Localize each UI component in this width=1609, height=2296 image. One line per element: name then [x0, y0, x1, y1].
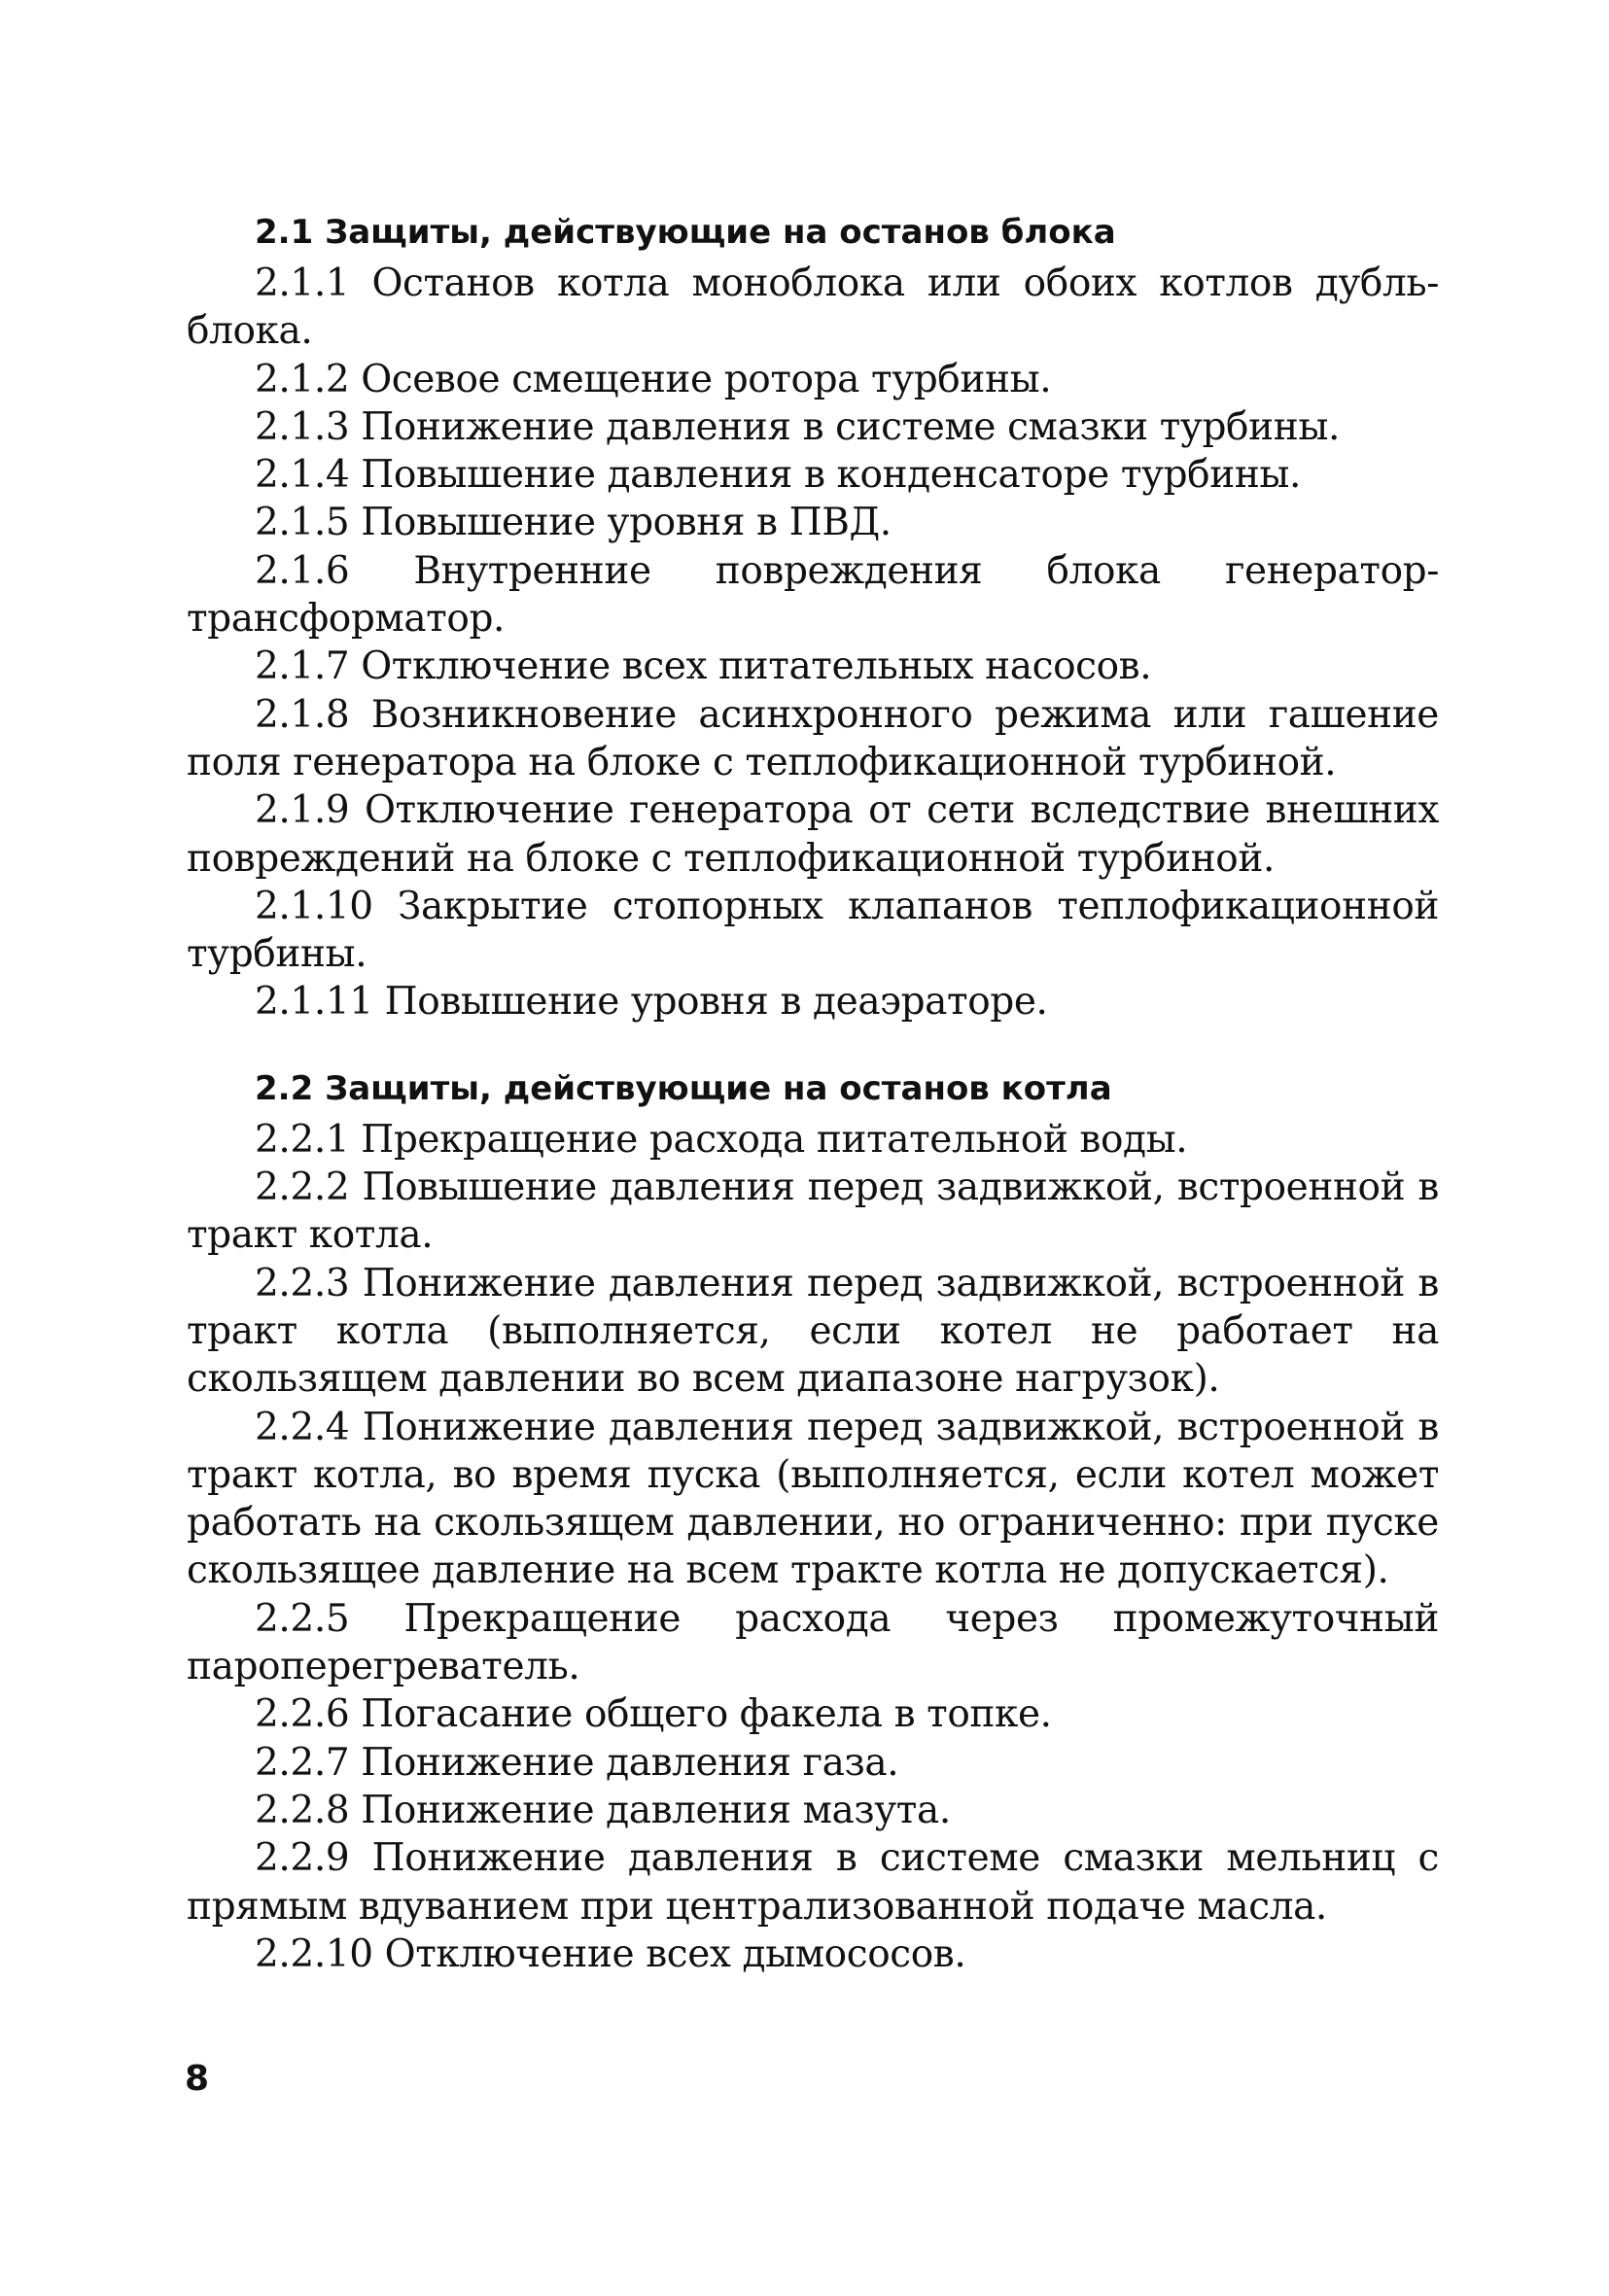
list-item-2-1-3: 2.1.3 Понижение давления в системе смазки турбины.: [255, 404, 1340, 449]
list-item-2-1-6: 2.1.6 Внутренние повреждения блока генератор-трансформатор.: [187, 548, 1439, 642]
section-2-1-items: [187, 260, 1439, 1026]
list-item-2-2-8: 2.2.8 Понижение давления мазута.: [255, 1788, 951, 1832]
document-page: [187, 209, 1439, 1978]
list-item-2-2-9: 2.2.9 Понижение давления в системе смазки мельниц с прямым вдуванием при централизованной подаче масла.: [187, 1836, 1439, 1929]
list-item-2-2-6: 2.2.6 Погасание общего факела в топке.: [255, 1692, 1052, 1737]
list-item-2-2-2: 2.2.2 Повышение давления перед задвижкой, встроенной в тракт котла.: [187, 1165, 1439, 1258]
list-item-2-1-8: 2.1.8 Возникновение асинхронного режима или гашение поля генератора на блоке с теплофикационной турбиной.: [187, 692, 1439, 784]
list-item-2-2-4: 2.2.4 Понижение давления перед задвижкой, встроенной в тракт котла, во время пуска (выполняется, если котел может работать на скользящем давлении, но ограниченно: при пуске скользящее давление на всем тракте котла не допускается).: [187, 1405, 1439, 1593]
list-item-2-1-2: 2.1.2 Осевое смещение ротора турбины.: [255, 357, 1052, 401]
list-item-2-1-10: 2.1.10 Закрытие стопорных клапанов теплофикационной турбины.: [187, 884, 1439, 977]
section-heading-2-1: 2.1 Защиты, действующие на останов блока: [255, 213, 1116, 252]
section-2-2-items: [187, 1116, 1439, 1978]
list-item-2-1-5: 2.1.5 Повышение уровня в ПВД.: [255, 501, 892, 545]
list-item-2-2-10: 2.2.10 Отключение всех дымососов.: [255, 1931, 966, 1976]
list-item-2-2-7: 2.2.7 Понижение давления газа.: [255, 1740, 899, 1785]
list-item-2-2-5: 2.2.5 Прекращение расхода через промежуточный пароперегреватель.: [187, 1596, 1439, 1689]
list-item-2-1-11: 2.1.11 Повышение уровня в деаэраторе.: [255, 980, 1048, 1025]
list-item-2-2-3: 2.2.3 Понижение давления перед задвижкой, встроенной в тракт котла (выполняется, если котел не работает на скользящем давлении во всем диапазоне нагрузок).: [187, 1261, 1439, 1402]
list-item-2-1-7: 2.1.7 Отключение всех питательных насосов.: [255, 644, 1152, 689]
list-item-2-2-1: 2.2.1 Прекращение расхода питательной воды.: [255, 1117, 1188, 1162]
list-item-2-1-9: 2.1.9 Отключение генератора от сети вследствие внешних повреждений на блоке с теплофикационной турбиной.: [187, 788, 1439, 881]
list-item-2-1-1: 2.1.1 Останов котла моноблока или обоих котлов дубль-блока.: [187, 261, 1439, 354]
section-heading-2-2: 2.2 Защиты, действующие на останов котла: [255, 1068, 1112, 1108]
list-item-2-1-4: 2.1.4 Повышение давления в конденсаторе турбины.: [255, 453, 1302, 498]
page-number: 8: [185, 2059, 210, 2099]
